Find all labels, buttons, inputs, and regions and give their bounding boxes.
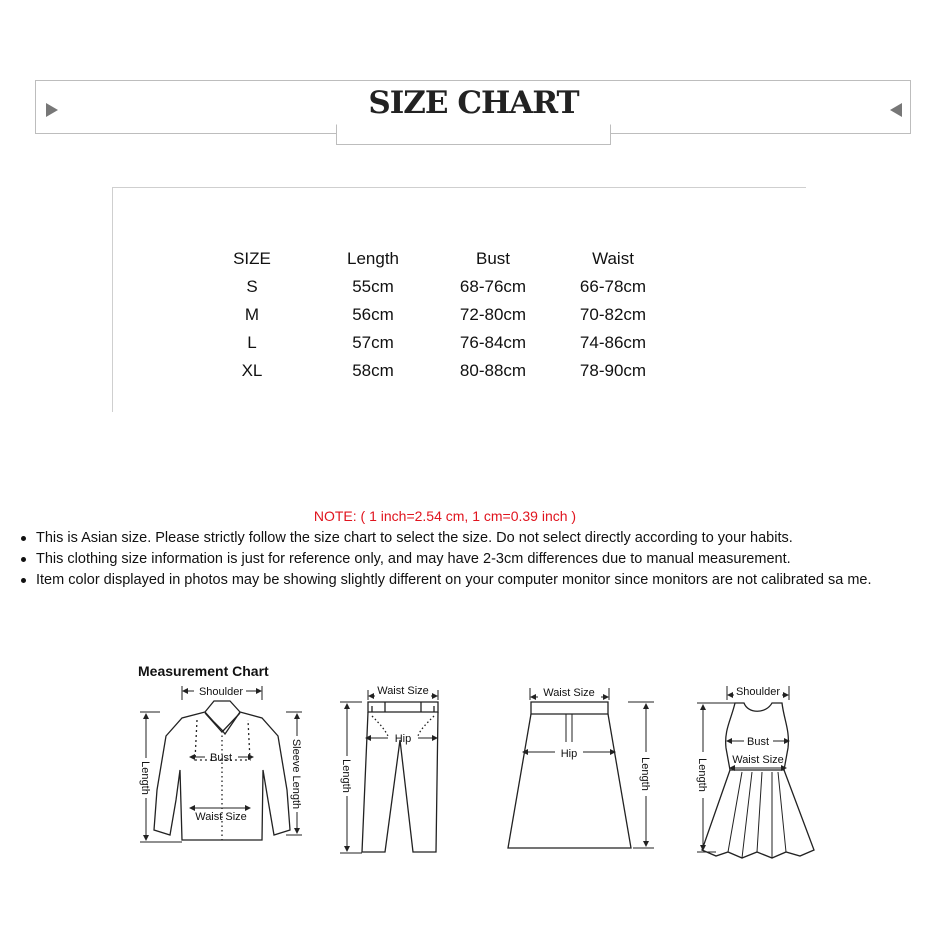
table-cell: 72-80cm xyxy=(459,305,527,324)
table-cell: M xyxy=(244,305,260,324)
shirt-length-label: Length xyxy=(139,761,151,795)
table-cell: 78-90cm xyxy=(579,361,647,380)
table-cell: 68-76cm xyxy=(459,277,527,296)
table-cell: 58cm xyxy=(352,361,394,380)
table-cell: 56cm xyxy=(352,305,394,324)
table-header-bust: Bust xyxy=(475,249,511,268)
skirt-length-label: Length xyxy=(639,757,651,791)
table-cell: XL xyxy=(241,361,263,380)
skirt-hip-label: Hip xyxy=(560,748,578,760)
pants-length-label: Length xyxy=(340,759,352,793)
list-item: Item color displayed in photos may be showing slightly different on your computer monitor since monitors are not calibrated sa me. xyxy=(18,570,936,591)
table-cell: 55cm xyxy=(352,277,394,296)
shirt-shoulder-label: Shoulder xyxy=(198,686,244,698)
shirt-waist-label: Waist Size xyxy=(195,811,247,823)
dress-shoulder-label: Shoulder xyxy=(735,686,781,698)
table-cell: 74-86cm xyxy=(579,333,647,352)
pants-icon xyxy=(362,702,438,852)
list-item: This clothing size information is just for reference only, and may have 2-3cm differences due to manual measurement. xyxy=(18,549,936,570)
list-item: This is Asian size. Please strictly follow the size chart to select the size. Do not select directly according to your habits. xyxy=(18,528,936,549)
table-header-length: Length xyxy=(347,249,399,268)
conversion-note: NOTE: ( 1 inch=2.54 cm, 1 cm=0.39 inch ) xyxy=(313,508,577,524)
measurement-chart-title: Measurement Chart xyxy=(138,663,269,679)
table-cell: L xyxy=(247,333,257,352)
table-cell: 80-88cm xyxy=(459,361,527,380)
pants-waist-label: Waist Size xyxy=(377,685,429,697)
table-header-size: SIZE xyxy=(233,249,271,268)
page-title: SIZE CHART xyxy=(368,85,579,121)
skirt-waist-label: Waist Size xyxy=(543,687,595,699)
shirt-sleeve-label: Sleeve Length xyxy=(290,738,302,810)
table-cell: S xyxy=(246,277,258,296)
pants-hip-label: Hip xyxy=(394,733,412,745)
dress-waist-label: Waist Size xyxy=(732,754,784,766)
table-header-waist: Waist xyxy=(592,249,634,268)
table-cell: 57cm xyxy=(352,333,394,352)
skirt-icon xyxy=(508,702,631,848)
dress-length-label: Length xyxy=(696,758,708,792)
table-cell: 70-82cm xyxy=(579,305,647,324)
table-cell: 66-78cm xyxy=(579,277,647,296)
shirt-bust-label: Bust xyxy=(209,752,233,764)
dress-bust-label: Bust xyxy=(746,736,770,748)
dress-icon xyxy=(702,703,814,858)
table-cell: 76-84cm xyxy=(459,333,527,352)
